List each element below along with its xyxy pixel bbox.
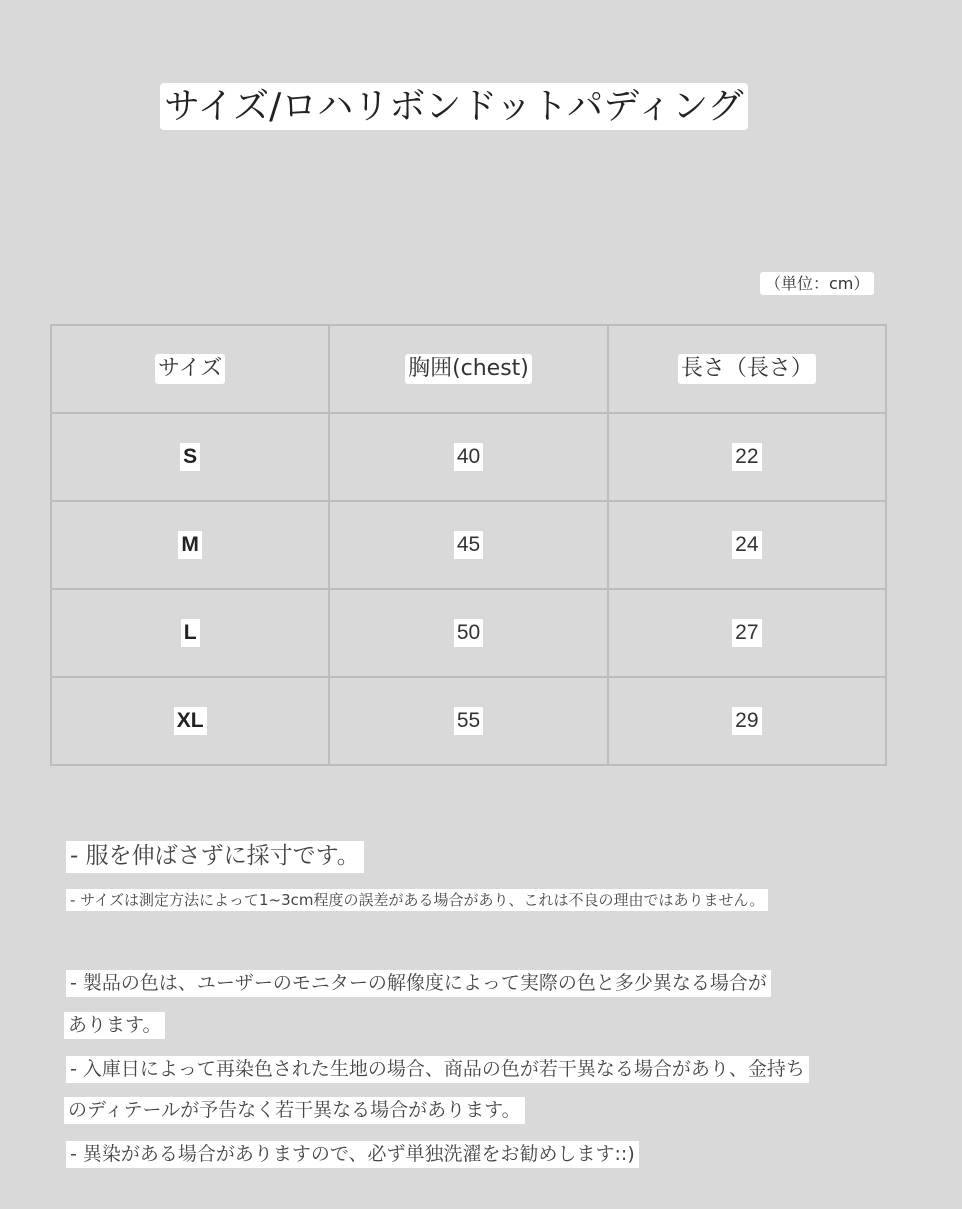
note-redye-line2: のディテールが予告なく若干異なる場合があります。 bbox=[64, 1097, 525, 1124]
size-cell bbox=[51, 677, 329, 765]
size-value: L bbox=[181, 619, 200, 646]
chest-value: 40 bbox=[454, 443, 483, 470]
chest-value: 50 bbox=[454, 619, 483, 646]
chest-cell bbox=[329, 589, 607, 677]
note-color-monitor-line2: あります。 bbox=[64, 1012, 165, 1039]
chest-cell bbox=[329, 501, 607, 589]
header-size-label: サイズ bbox=[155, 354, 225, 384]
header-length-label: 長さ（長さ） bbox=[678, 354, 816, 384]
page-title: サイズ/ロハリボンドットパディング bbox=[160, 83, 748, 130]
note-redye-line1: - 入庫日によって再染色された生地の場合、商品の色が若干異なる場合があり、金持ち bbox=[66, 1056, 809, 1083]
length-value: 29 bbox=[732, 707, 761, 734]
size-cell bbox=[51, 501, 329, 589]
header-cell-size bbox=[51, 325, 329, 413]
note-color-monitor-line1: - 製品の色は、ユーザーのモニターの解像度によって実際の色と多少異なる場合が bbox=[66, 970, 771, 997]
chest-value: 45 bbox=[454, 531, 483, 558]
table-header-row bbox=[51, 325, 886, 413]
length-value: 24 bbox=[732, 531, 761, 558]
size-cell bbox=[51, 413, 329, 501]
size-table bbox=[50, 324, 887, 766]
note-measurement-error: - サイズは測定方法によって1~3cm程度の誤差がある場合があり、これは不良の理由ではありません。 bbox=[66, 889, 768, 911]
length-cell bbox=[608, 677, 886, 765]
length-value: 22 bbox=[732, 443, 761, 470]
size-cell bbox=[51, 589, 329, 677]
table-row bbox=[51, 501, 886, 589]
header-cell-length bbox=[608, 325, 886, 413]
table-row bbox=[51, 677, 886, 765]
header-cell-chest bbox=[329, 325, 607, 413]
note-wash-separately: - 異染がある場合がありますので、必ず単独洗濯をお勧めします::) bbox=[66, 1141, 639, 1168]
length-cell bbox=[608, 413, 886, 501]
note-measure-unstretched: - 服を伸ばさずに採寸です。 bbox=[66, 841, 364, 873]
size-value: S bbox=[180, 443, 200, 470]
unit-label: （単位：cm） bbox=[760, 272, 874, 295]
length-cell bbox=[608, 501, 886, 589]
table-row bbox=[51, 589, 886, 677]
chest-cell bbox=[329, 677, 607, 765]
size-value: M bbox=[178, 531, 202, 558]
chest-cell bbox=[329, 413, 607, 501]
size-value: XL bbox=[174, 707, 207, 734]
header-chest-label: 胸囲(chest) bbox=[405, 354, 532, 384]
table-row bbox=[51, 413, 886, 501]
length-value: 27 bbox=[732, 619, 761, 646]
chest-value: 55 bbox=[454, 707, 483, 734]
length-cell bbox=[608, 589, 886, 677]
